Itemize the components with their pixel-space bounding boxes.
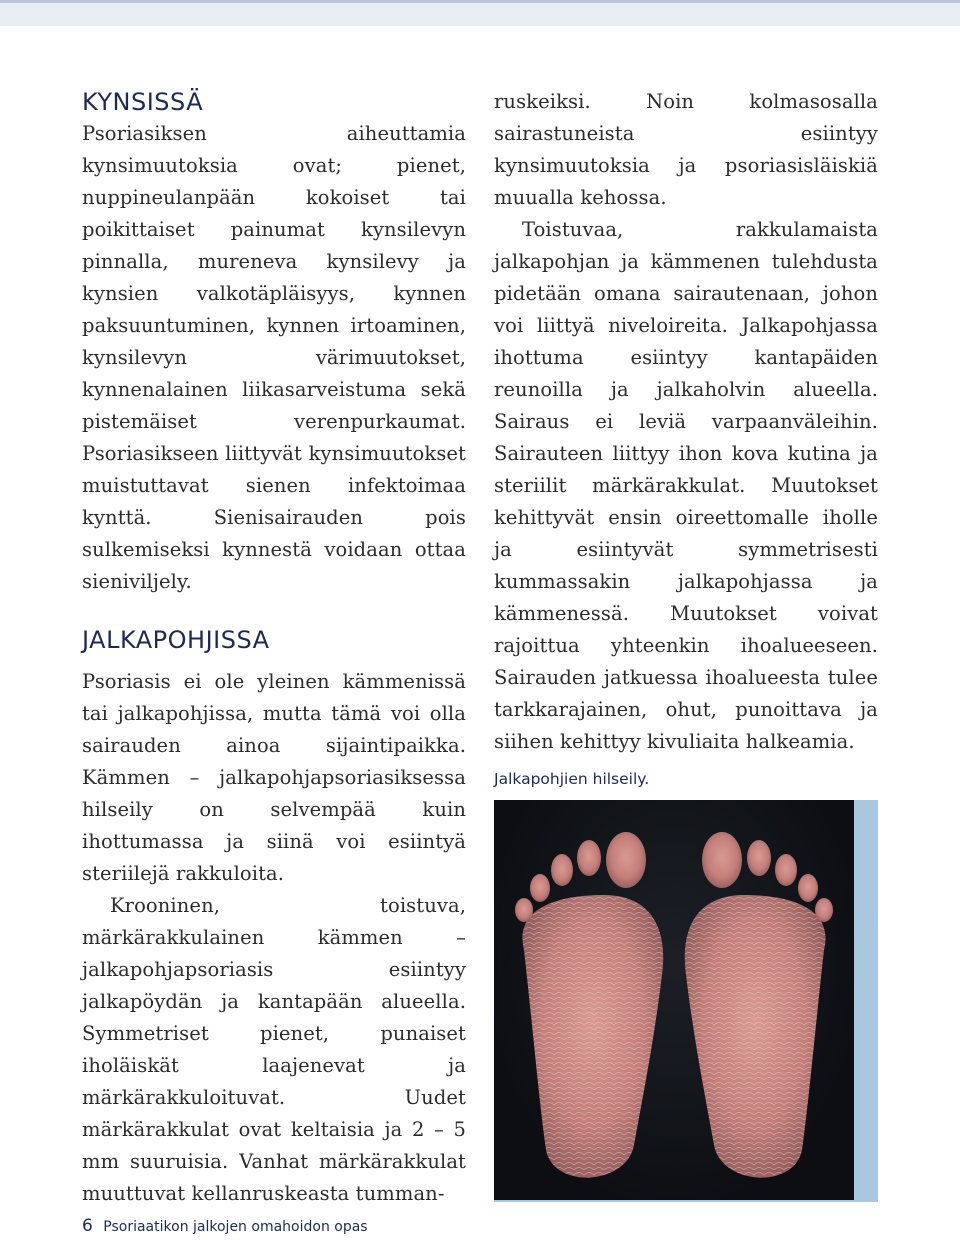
top-rule [0, 0, 960, 3]
page-footer [82, 1216, 368, 1236]
right-paragraph-1: ruskeiksi. Noin kolmasosalla sairastuneista esiintyy kynsimuutoksia ja psoriasisläiskiä muualla kehossa. [494, 90, 878, 209]
heading-kynsissa: KYNSISSÄ [82, 88, 204, 116]
right-paragraph-2: Toistuvaa, rakkulamaista jalkapohjan ja kämmenen tulehdusta pidetään omana sairautenaan, johon voi liittyä niveloireita. Jalkapohjassa ihottuma esiintyy kantapäiden reunoilla ja jalkaholvin alueella. Sairaus ei leviä varpaanväleihin. Sairauteen liittyy ihon kova kutina ja steriilit märkärakkulat. Muutokset kehittyvät ensin oireettomalle iholle ja esiintyvät symmetrisesti kummassakin jalkapohjassa ja kämmenessä. Muutokset voivat rajoittua yhteenkin ihoalueeseen. Sairauden jatkuessa ihoalueesta tulee tarkkarajainen, ohut, punoittava ja siihen kehittyy kivuliaita halkeamia. [494, 218, 878, 753]
left-foot [515, 832, 663, 1178]
kynsissa-paragraph: Psoriasiksen aiheuttamia kynsimuutoksia ovat; pienet, nuppineulanpään kokoiset tai poikittaiset painumat kynsilevyn pinnalla, mureneva kynsilevy ja kynsien valkotäpläisyys, kynnen paksuuntuminen, kynnen irtoaminen, kynsilevyn värimuutokset, kynnenalainen liikasarveistuma sekä pistemäiset verenpurkaumat. Psoriasikseen liittyvät kynsimuutokset muistuttavat sienen infektoimaa kynttä. Sienisairauden pois sulkemiseksi kynnestä voidaan ottaa sieniviljely. [82, 122, 466, 593]
right-column-body [494, 86, 878, 758]
figure-caption: Jalkapohjien hilseily. [494, 770, 650, 788]
feet-soles-photo [494, 800, 854, 1200]
top-band [0, 0, 960, 26]
right-foot [685, 832, 833, 1178]
footer-title: Psoriaatikon jalkojen omahoidon opas [103, 1219, 368, 1235]
jalkapohjissa-paragraph-1: Psoriasis ei ole yleinen kämmenissä tai jalkapohjissa, mutta tämä voi olla sairauden ainoa sijaintipaikka. Kämmen – jalkapohjapsoriasiksessa hilseily on selvempää kuin ihottumassa ja siinä voi esiintyä steriilejä rakkuloita. [82, 670, 466, 885]
feet-illustration [494, 800, 854, 1200]
figure [494, 800, 878, 1202]
heading-jalkapohjissa: JALKAPOHJISSA [82, 626, 270, 654]
kynsissa-body [82, 118, 466, 598]
jalkapohjissa-paragraph-2: Krooninen, toistuva, märkärakkulainen kämmen – jalkapohjapsoriasis esiintyy jalkapöydän ja kantapään alueella. Symmetriset pienet, punaiset iholäiskät laajenevat ja märkärakkuloituvat. Uudet märkärakkulat ovat keltaisia ja 2 – 5 mm suuruisia. Vanhat märkärakkulat muuttuvat kellanruskeasta tumman- [82, 894, 466, 1205]
page-number: 6 [82, 1216, 93, 1236]
jalkapohjissa-body [82, 666, 466, 1210]
